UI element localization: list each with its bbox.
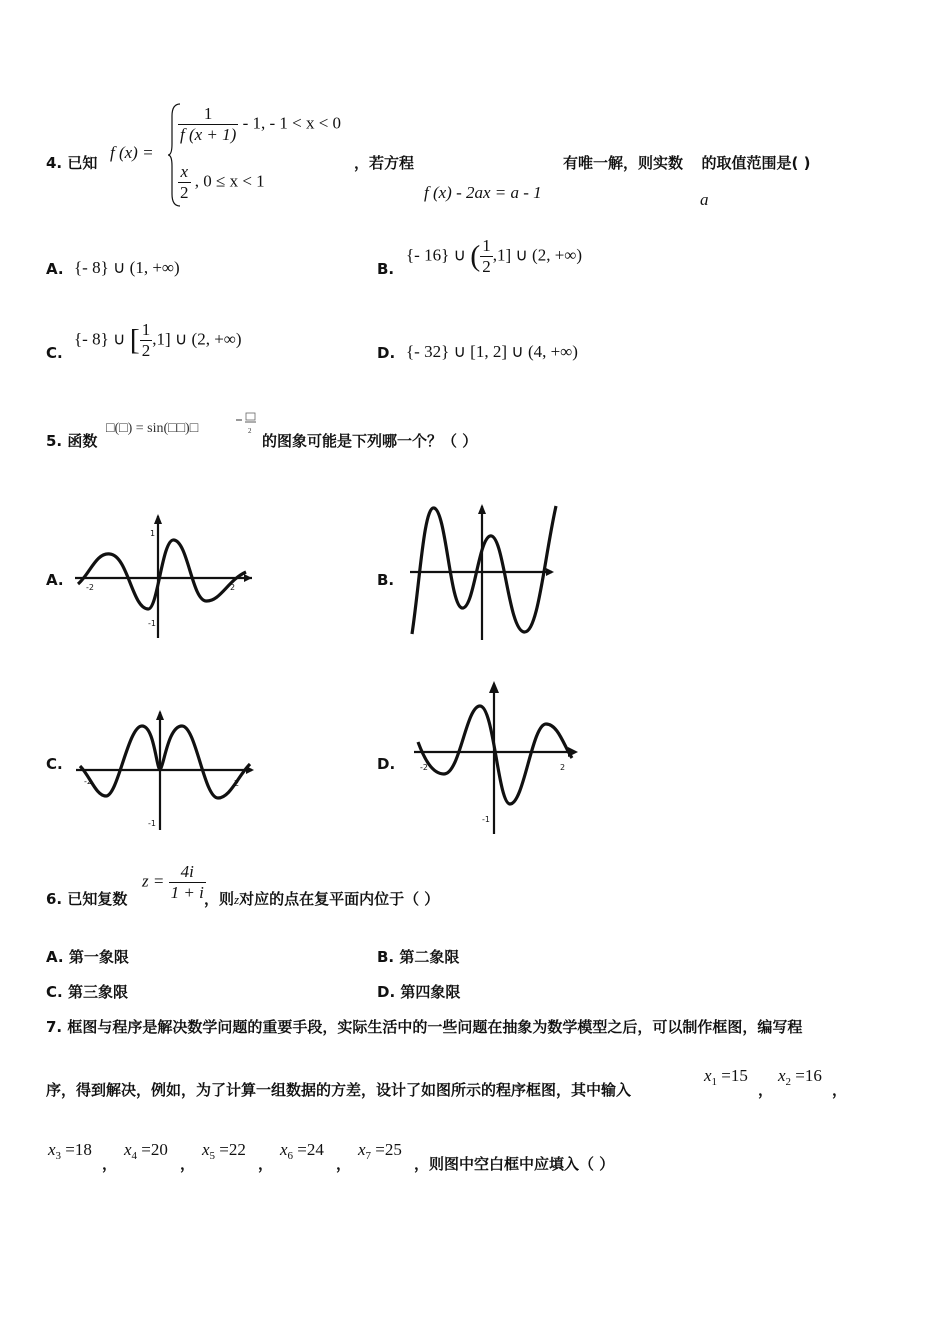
q4-option-b-label[interactable]: B.	[377, 260, 395, 278]
q5-lead: 函数	[67, 432, 98, 450]
q7-x4-val: =20	[141, 1140, 168, 1159]
q6-tail	[204, 888, 439, 909]
q7-x6-sub: 6	[287, 1150, 294, 1162]
q4-option-d-label[interactable]: D.	[377, 344, 396, 362]
q6-option-c-label: C.	[46, 983, 63, 1001]
q6-option-d-label: D.	[377, 983, 396, 1001]
q7-comma-5: ，	[258, 1155, 274, 1173]
q7-line1	[46, 1016, 802, 1037]
q6-option-c-text: 第三象限	[67, 983, 128, 1001]
q4-tail-text: 有唯一解，则实数	[563, 154, 684, 172]
q5-graph-b	[400, 500, 570, 642]
q7-x5-val: =22	[219, 1140, 246, 1159]
q4-case1-condition: - 1, - 1 < x < 0	[242, 113, 342, 133]
q5-graph-c	[72, 706, 262, 834]
q4-option-b-pre: {- 16} ∪	[406, 245, 466, 265]
q7-x5-sub: 5	[209, 1150, 216, 1162]
q4-option-b-frac-num: 1	[482, 236, 491, 255]
q6-option-a[interactable]	[46, 946, 129, 967]
q5-option-c-label[interactable]: C.	[46, 755, 63, 773]
q4-option-c-frac-den: 2	[141, 341, 151, 360]
q7-x4-sub: 4	[131, 1150, 138, 1162]
q4-case2-denominator: 2	[180, 183, 189, 202]
q6-formula	[142, 862, 206, 903]
q4-tail	[563, 152, 810, 173]
q4-option-c-pre: {- 8} ∪	[74, 329, 126, 349]
q4-case1	[178, 104, 341, 145]
q6-frac-num: 4i	[169, 862, 206, 883]
q4-function-lhs: f (x) =	[110, 143, 154, 162]
q7-comma-4: ，	[180, 1155, 196, 1173]
q7-x7-val: =25	[375, 1140, 402, 1159]
q6-option-b-text: 第二象限	[399, 948, 460, 966]
tick-label: -2	[84, 777, 92, 786]
q4-mid-text: ，若方程	[354, 154, 415, 172]
q6-tail-text: 对应的点在复平面内位于（ ）	[239, 890, 440, 908]
q6-option-b[interactable]	[377, 946, 459, 967]
q7-line1-text: 框图与程序是解决数学问题的重要手段，实际生活中的一些问题在抽象为数学模型之后，可以制作框图，编写程	[67, 1018, 803, 1036]
q7-number: 7.	[46, 1018, 63, 1036]
q4-case2-condition: , 0 ≤ x < 1	[194, 171, 265, 191]
q7-line2: 序，得到解决，例如，为了计算一组数据的方差，设计了如图所示的程序框图，其中输入	[46, 1081, 632, 1099]
q7-x7-sub: 7	[365, 1150, 372, 1162]
q5-tail: 的图象可能是下列哪一个？（ ）	[262, 432, 478, 450]
q4-equation: f (x) - 2ax = a - 1	[424, 183, 542, 202]
q4-option-a-value: {- 8} ∪ (1, +∞)	[74, 258, 180, 277]
q4-option-c-label[interactable]: C.	[46, 344, 63, 362]
q5-stem	[46, 430, 97, 451]
q4-option-d-value: {- 32} ∪ [1, 2] ∪ (4, +∞)	[406, 342, 578, 361]
q7-x1-val: =15	[721, 1066, 748, 1085]
q4-option-c-post: ,1] ∪ (2, +∞)	[152, 329, 242, 349]
q5-option-d-label[interactable]: D.	[377, 755, 396, 773]
tick-label: -1	[482, 815, 490, 824]
q5-formula: □(□) = sin(□□)□	[106, 421, 199, 436]
q7-x6-val: =24	[297, 1140, 324, 1159]
tick-label: -2	[420, 763, 428, 772]
tick-label: 2	[234, 779, 240, 788]
q4-option-c-frac-num: 1	[141, 320, 151, 339]
q7-x1-sub: 1	[711, 1076, 718, 1088]
q6-number: 6.	[46, 890, 63, 908]
q7-input-x2: $x_2 =16$	[778, 1066, 822, 1088]
tick-label: 1	[150, 529, 156, 538]
q4-option-b-value: {- 16} ∪ ( $\frac{1}{2}$ ,1] ∪ (2, +∞)	[406, 236, 583, 276]
q4-number: 4.	[46, 154, 63, 172]
q7-comma-6: ，	[336, 1155, 352, 1173]
q6-z: z	[234, 892, 240, 907]
q4-case1-denominator: f (x + 1)	[180, 125, 237, 144]
q6-option-d-text: 第四象限	[400, 983, 461, 1001]
q7-input-x6: $x_6 =24$	[280, 1140, 324, 1162]
q4-option-b-frac-den: 2	[482, 257, 491, 276]
q6-mid: ，则	[204, 890, 235, 908]
q5-graph-a	[70, 508, 260, 643]
q6-option-d[interactable]	[377, 981, 460, 1002]
q4-option-a-label[interactable]: A.	[46, 260, 64, 278]
q7-x2-sub: 2	[785, 1076, 792, 1088]
q4-case2-numerator: x	[178, 162, 191, 183]
tick-label: -1	[148, 819, 156, 828]
tick-label: 2	[230, 583, 236, 592]
q7-input-x1: $x_1 =15$	[704, 1066, 748, 1088]
tick-label: -2	[86, 583, 94, 592]
q7-comma-1: ，	[758, 1081, 774, 1099]
q7-comma-3: ，	[102, 1155, 118, 1173]
q4-case2	[178, 162, 265, 203]
q5-formula-exponent	[236, 411, 262, 435]
q7-input-x7: $x_7 =25$	[358, 1140, 402, 1162]
q4-stem	[46, 152, 97, 173]
q6-option-a-label: A.	[46, 948, 64, 966]
q7-comma-2: ，	[832, 1081, 848, 1099]
q7-input-x4: $x_4 =20$	[124, 1140, 168, 1162]
q6-stem	[46, 888, 127, 909]
q4-option-c-value: {- 8} ∪ [ $\frac{1}{2}$ ,1] ∪ (2, +∞)	[74, 320, 242, 360]
q6-lead: 已知复数	[67, 890, 128, 908]
q7-input-x5: $x_5 =22$	[202, 1140, 246, 1162]
q7-input-x3: $x_3 =18$	[48, 1140, 92, 1162]
q5-option-b-label[interactable]: B.	[377, 571, 395, 589]
q7-tail: ，则图中空白框中应填入（ ）	[414, 1155, 615, 1173]
tick-label: 2	[560, 763, 566, 772]
q6-option-c[interactable]	[46, 981, 128, 1002]
q5-option-a-label[interactable]: A.	[46, 571, 64, 589]
q5-number: 5.	[46, 432, 63, 450]
q4-option-b-post: ,1] ∪ (2, +∞)	[492, 245, 583, 265]
q6-option-a-text: 第一象限	[68, 948, 129, 966]
q4-variable-a: a	[700, 190, 709, 209]
q6-z-lhs: z =	[142, 871, 165, 891]
tick-label: -1	[148, 619, 156, 628]
q7-x3-val: =18	[65, 1140, 92, 1159]
q7-x3-sub: 3	[55, 1150, 62, 1162]
q4-case1-numerator: 1	[178, 104, 238, 125]
q6-option-b-label: B.	[377, 948, 395, 966]
q4-lead: 已知	[67, 154, 98, 172]
svg-text:2: 2	[248, 427, 252, 435]
q6-frac-den: 1 + i	[170, 883, 204, 902]
q5-graph-d	[410, 676, 590, 838]
q7-x2-val: =16	[795, 1066, 822, 1085]
q4-tail-text-2: 的取值范围是( )	[701, 154, 811, 172]
